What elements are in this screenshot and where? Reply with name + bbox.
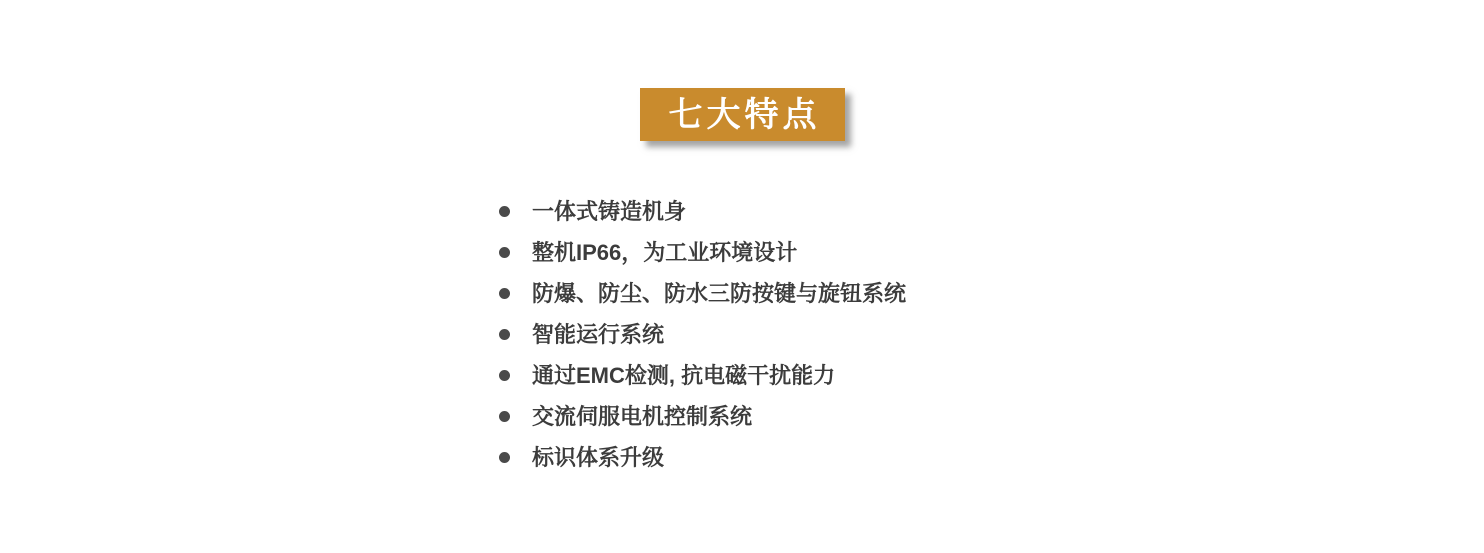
- list-item: [499, 314, 906, 355]
- feature-label: 交流伺服电机控制系统: [532, 403, 753, 429]
- list-item: [499, 191, 906, 232]
- feature-label: 智能运行系统: [532, 321, 665, 347]
- section-title-banner: [640, 88, 845, 141]
- feature-label: 一体式铸造机身: [532, 198, 687, 224]
- feature-list: [499, 191, 906, 478]
- bullet-icon: [499, 452, 510, 463]
- feature-label: 标识体系升级: [532, 444, 665, 470]
- bullet-icon: [499, 206, 510, 217]
- bullet-icon: [499, 288, 510, 299]
- list-item: [499, 355, 906, 396]
- list-item: [499, 437, 906, 478]
- bullet-icon: [499, 247, 510, 258]
- bullet-icon: [499, 411, 510, 422]
- bullet-icon: [499, 370, 510, 381]
- section-title: 七大特点: [668, 95, 821, 134]
- list-item: [499, 273, 906, 314]
- bullet-icon: [499, 329, 510, 340]
- list-item: [499, 232, 906, 273]
- feature-label: 防爆、防尘、防水三防按键与旋钮系统: [532, 280, 907, 306]
- feature-label: 整机IP66，为工业环境设计: [532, 239, 798, 265]
- feature-label: 通过EMC检测, 抗电磁干扰能力: [532, 362, 836, 388]
- list-item: [499, 396, 906, 437]
